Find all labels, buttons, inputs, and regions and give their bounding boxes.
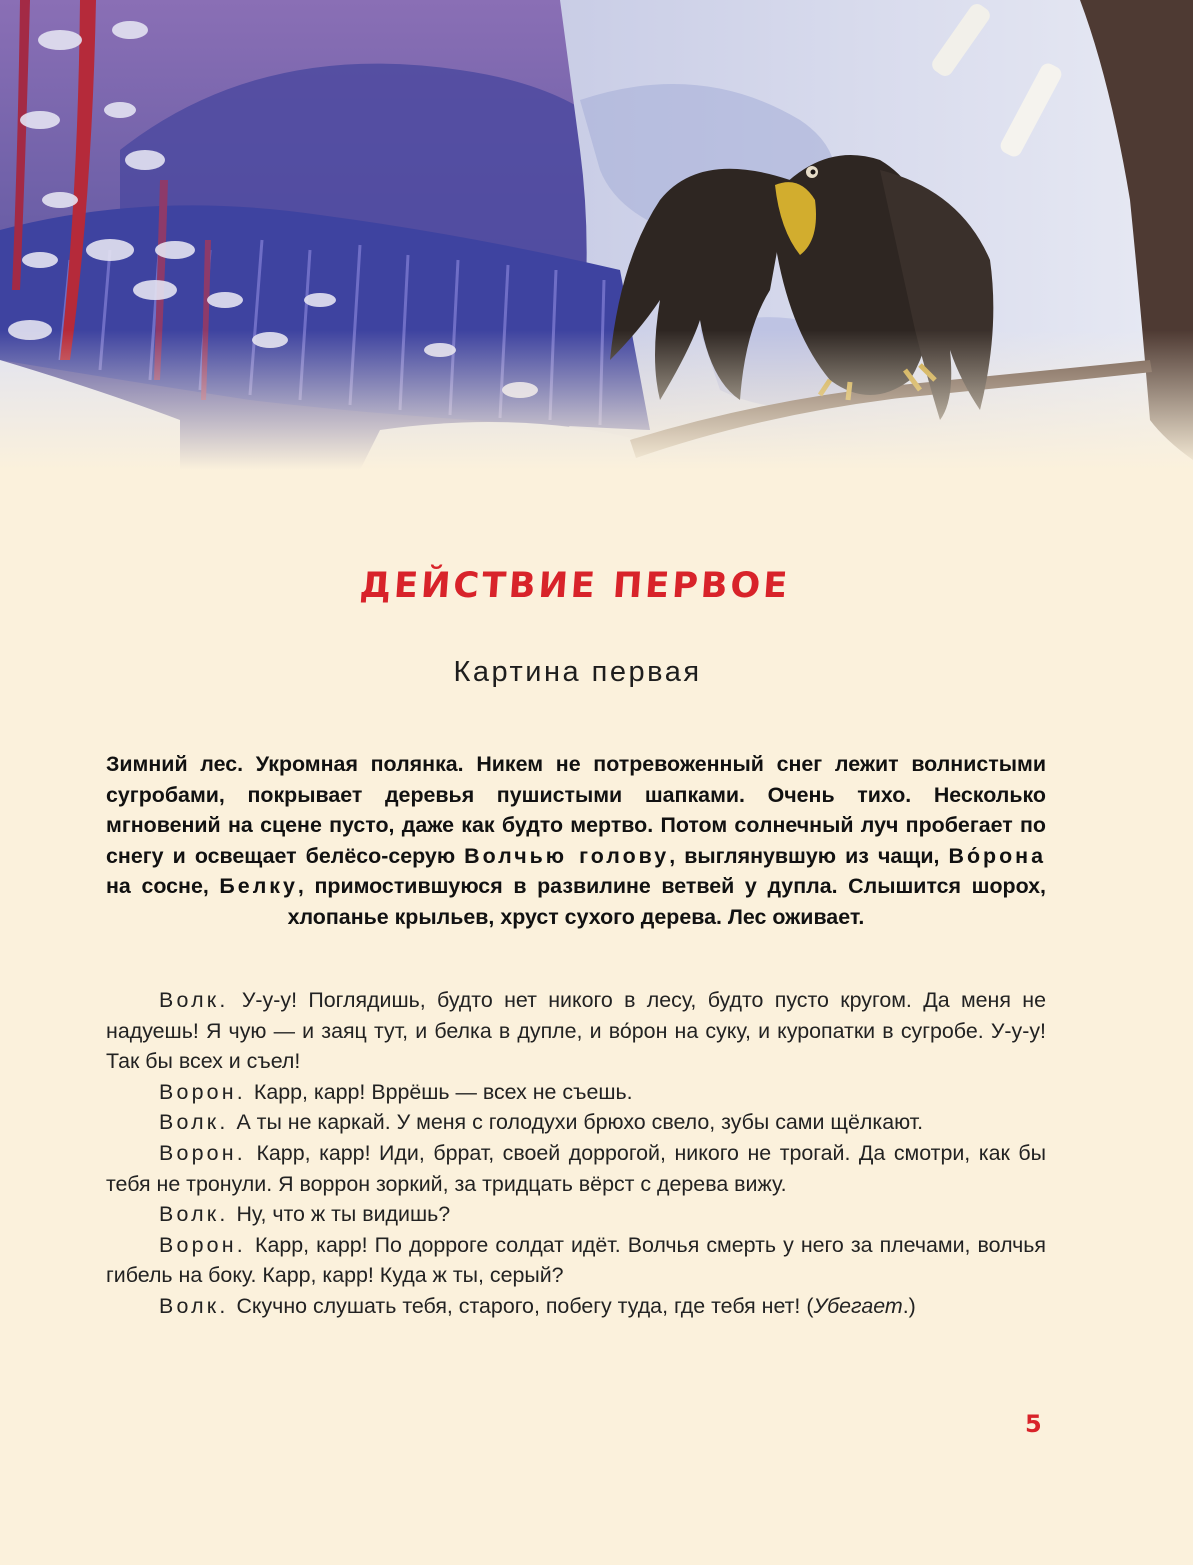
illustration-canvas xyxy=(0,0,1193,470)
stage-direction xyxy=(106,749,1046,932)
speaker-name: Волк. xyxy=(159,988,229,1012)
speaker-name: Волк. xyxy=(159,1202,229,1227)
illustration-fade xyxy=(0,330,1193,470)
speaker-name: Ворон. xyxy=(159,1079,246,1104)
dialogue-line xyxy=(106,1291,1046,1322)
stage-aside: Убегает xyxy=(813,1293,903,1318)
character-name: Белку xyxy=(219,874,298,898)
line-text: Карр, карр! Иди, бррат, своей доррогой, никого не трогай. Да смотри, как бы тебя не тронули. Я воррон зоркий, за тридцать вёрст с дерева вижу. xyxy=(106,1140,1046,1196)
dialogue-line xyxy=(106,1077,1046,1108)
dialogue-line xyxy=(106,1230,1046,1291)
character-name: Во́рона xyxy=(948,843,1046,868)
speaker-name: Волк. xyxy=(159,1110,229,1135)
stage-text: Зимний лес. Укромная полянка. Никем не потревоженный снег лежит волнистыми сугробами, покрывает деревья пушистыми шапками. Очень тихо. Несколько мгновений на сцене пусто, даже как будто мертво. Потом солнечный луч пробегает по снегу и освещает белёсо-серую xyxy=(106,752,1046,868)
stage-text: , примостившуюся в развилине ветвей у дупла. Слышится шорох, хлопанье крыльев, хруст сухого дерева. Лес оживает. xyxy=(287,874,1046,929)
line-text: Скучно слушать тебя, старого, побегу туда, где тебя нет! ( xyxy=(236,1293,814,1318)
line-text: У-у-у! Поглядишь, будто нет никого в лесу, будто пусто кругом. Да меня не надуешь! Я чую — и заяц тут, и белка в дупле, и во́рон на суку, и куропатки в сугробе. У-у-у! Так бы всех и съел! xyxy=(106,988,1047,1074)
stage-text: , выглянувшую из чащи, xyxy=(669,843,949,868)
speaker-name: Ворон. xyxy=(159,1140,246,1165)
line-text: Карр, карр! По дорроге солдат идёт. Волчья смерть у него за плечами, волчья гибель на боку. Карр, карр! Куда ж ты, серый? xyxy=(106,1232,1046,1288)
dialogue-line xyxy=(106,985,1046,1077)
line-text: Ну, что ж ты видишь? xyxy=(236,1202,451,1227)
page-number: 5 xyxy=(1025,1410,1042,1438)
dialogue-line xyxy=(106,1107,1046,1138)
line-text-end: .) xyxy=(902,1293,916,1318)
line-text: А ты не каркай. У меня с голодухи брюхо свело, зубы сами щёлкают. xyxy=(236,1110,924,1135)
speaker-name: Волк. xyxy=(159,1293,229,1318)
stage-text: на сосне, xyxy=(106,874,220,898)
winter-forest-illustration xyxy=(0,0,1193,470)
chapter-title: ДЕЙСТВИЕ ПЕРВОЕ xyxy=(358,566,792,606)
speaker-name: Ворон. xyxy=(159,1232,246,1257)
line-text: Карр, карр! Вррёшь — всех не съешь. xyxy=(253,1079,633,1104)
dialogue-line xyxy=(106,1199,1046,1230)
character-name: Волчью голову xyxy=(464,843,670,868)
dialogue-line xyxy=(106,1138,1046,1199)
dialogue xyxy=(106,985,1046,1322)
scene-title: Картина первая xyxy=(453,656,702,688)
